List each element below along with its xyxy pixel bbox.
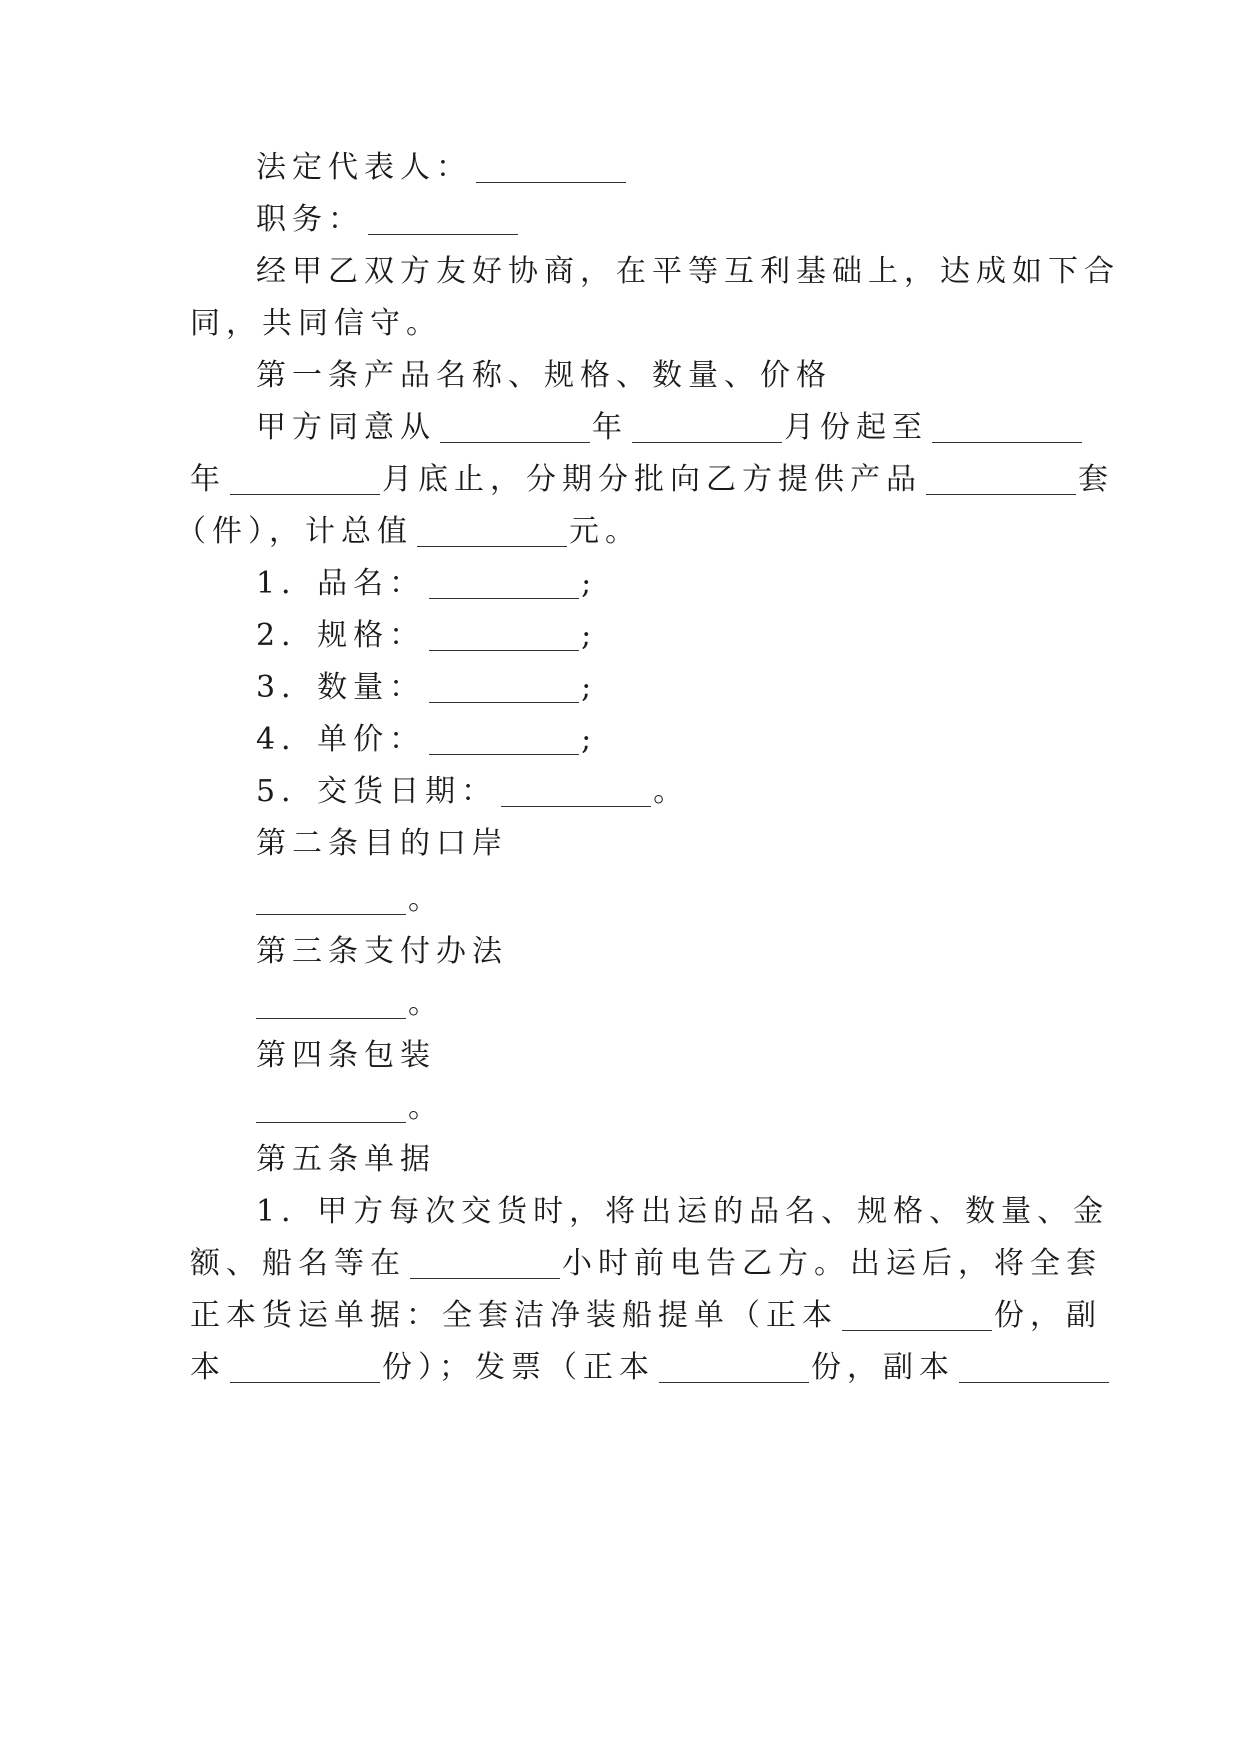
text-segment: ;: [581, 566, 598, 601]
blank-field: [926, 492, 1076, 495]
text-segment: 额、船名等在: [190, 1246, 406, 1281]
blank-field: [501, 804, 651, 807]
item-product-name: [256, 554, 1050, 614]
position-line: [256, 190, 1050, 250]
text-segment: 3．数量：: [256, 670, 426, 705]
text-segment: 同，共同信守。: [190, 306, 442, 341]
text-segment: ;: [581, 722, 598, 757]
blank-field: [368, 232, 518, 235]
blank-field: [429, 648, 579, 651]
article-5-para-line-4: [190, 1338, 1050, 1398]
text-segment: ;: [581, 618, 598, 653]
text-segment: 4．单价：: [256, 722, 426, 757]
text-segment: 职务：: [256, 202, 364, 237]
article-1-para-line-2: [190, 450, 1114, 510]
blank-field: [256, 1016, 406, 1019]
blank-field: [632, 440, 782, 443]
text-segment: 。: [408, 882, 444, 917]
article-4-heading: [256, 1026, 1050, 1086]
text-segment: 元。: [569, 514, 641, 549]
text-segment: 经甲乙双方友好协商，在平等互利基础上，达成如下合: [256, 254, 1120, 289]
text-segment: 第一条产品名称、规格、数量、价格: [256, 358, 832, 393]
blank-field: [959, 1380, 1109, 1383]
article-1-heading: [256, 346, 1050, 406]
blank-field: [659, 1380, 809, 1383]
text-segment: 套: [1078, 462, 1114, 497]
text-segment: 年: [190, 462, 226, 497]
blank-field: [230, 1380, 380, 1383]
item-quantity: [256, 658, 1050, 718]
text-segment: 法定代表人：: [256, 150, 472, 185]
text-segment: 5．交货日期：: [256, 774, 498, 809]
text-segment: 1．甲方每次交货时，将出运的品名、规格、数量、金: [256, 1194, 1110, 1229]
blank-field: [842, 1328, 992, 1331]
blank-field: [429, 700, 579, 703]
text-segment: 月份起至: [784, 410, 928, 445]
article-3-heading: [256, 922, 1050, 982]
article-4-blank-line: [256, 1078, 1050, 1138]
legal-representative-line: [256, 138, 1050, 198]
blank-field: [476, 180, 626, 183]
blank-field: [410, 1276, 560, 1279]
article-2-blank-line: [256, 870, 1050, 930]
blank-field: [417, 544, 567, 547]
text-segment: ;: [581, 670, 598, 705]
text-segment: 年: [592, 410, 628, 445]
text-segment: 正本货运单据：全套洁净装船提单（正本: [190, 1298, 838, 1333]
text-segment: 第二条目的口岸: [256, 826, 508, 861]
text-segment: 份，副本: [811, 1350, 955, 1385]
article-5-para-line-3: [190, 1286, 1102, 1346]
article-5-heading: [256, 1130, 1050, 1190]
text-segment: （件），计总值: [176, 514, 413, 549]
article-3-blank-line: [256, 974, 1050, 1034]
item-delivery-date: [256, 762, 1050, 822]
article-5-para-line-2: [190, 1234, 1102, 1294]
text-segment: 第五条单据: [256, 1142, 436, 1177]
text-segment: 1．品名：: [256, 566, 426, 601]
text-segment: 。: [653, 774, 690, 809]
blank-field: [256, 1120, 406, 1123]
blank-field: [932, 440, 1082, 443]
blank-field: [440, 440, 590, 443]
text-segment: 份，副: [994, 1298, 1102, 1333]
text-segment: 份）；发票（正本: [382, 1350, 655, 1385]
text-segment: 。: [408, 986, 444, 1021]
text-segment: 甲方同意从: [256, 410, 436, 445]
blank-field: [429, 596, 579, 599]
text-segment: 2．规格：: [256, 618, 426, 653]
blank-field: [429, 752, 579, 755]
text-segment: 小时前电告乙方。出运后，将全套: [562, 1246, 1102, 1281]
text-segment: 第三条支付办法: [256, 934, 508, 969]
article-1-para-line-1: [256, 398, 1050, 458]
blank-field: [230, 492, 380, 495]
article-5-para-line-1: [256, 1182, 1110, 1242]
article-1-para-line-3: [176, 502, 1036, 562]
preamble-line-1: [256, 242, 1120, 302]
article-2-heading: [256, 814, 1050, 874]
item-specification: [256, 606, 1050, 666]
text-segment: 本: [190, 1350, 226, 1385]
blank-field: [256, 912, 406, 915]
text-segment: 月底止，分期分批向乙方提供产品: [382, 462, 922, 497]
preamble-line-2: [190, 294, 1050, 354]
item-unit-price: [256, 710, 1050, 770]
text-segment: 第四条包装: [256, 1038, 436, 1073]
text-segment: 。: [408, 1090, 444, 1125]
